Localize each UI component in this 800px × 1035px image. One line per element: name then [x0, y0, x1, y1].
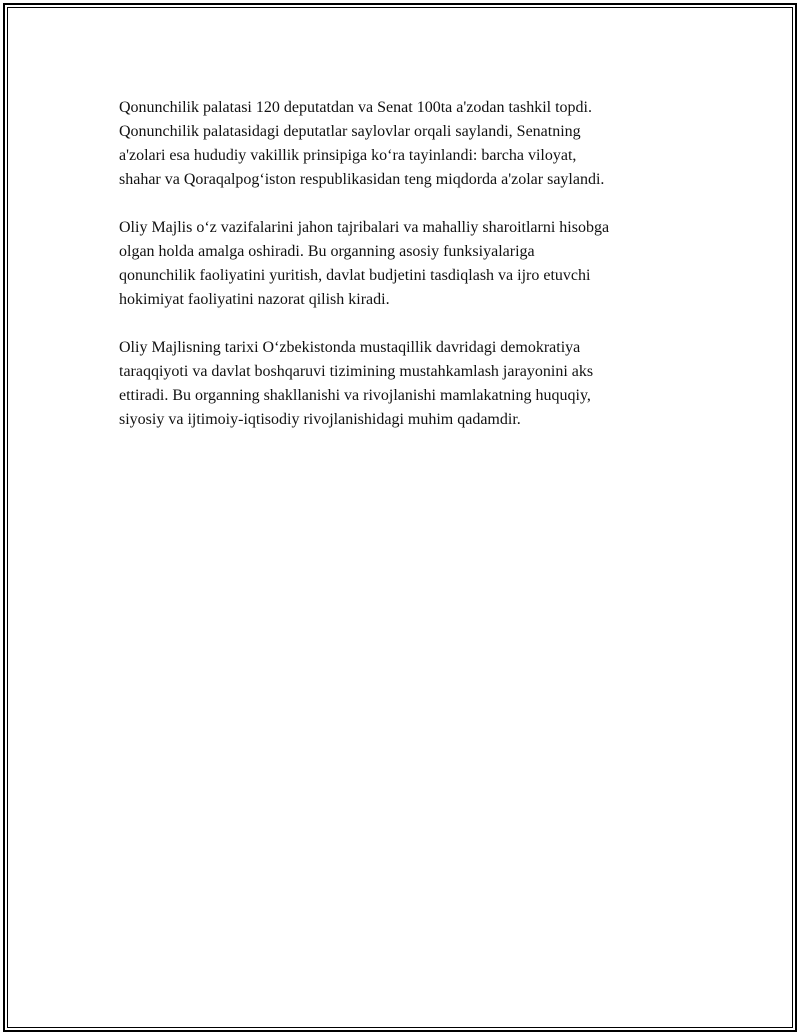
- page-frame: [3, 3, 797, 1032]
- text-line: hokimiyat faoliyatini nazorat qilish kiradi.: [119, 291, 390, 308]
- text-line: shahar va Qoraqalpogʻiston respublikasidan teng miqdorda a'zolar saylandi.: [119, 171, 605, 188]
- paragraph-1: [119, 96, 699, 192]
- text-line: Oliy Majlis oʻz vazifalarini jahon tajribalari va mahalliy sharoitlarni hisobga: [119, 219, 610, 236]
- text-line: taraqqiyoti va davlat boshqaruvi tizimining mustahkamlash jarayonini aks: [119, 363, 594, 380]
- text-line: siyosiy va ijtimoiy-iqtisodiy rivojlanishidagi muhim qadamdir.: [119, 411, 521, 428]
- text-line: a'zolari esa hududiy vakillik prinsipiga koʻra tayinlandi: barcha viloyat,: [119, 147, 577, 164]
- text-line: Qonunchilik palatasidagi deputatlar saylovlar orqali saylandi, Senatning: [119, 123, 581, 140]
- text-line: qonunchilik faoliyatini yuritish, davlat budjetini tasdiqlash va ijro etuvchi: [119, 267, 591, 284]
- text-line: Oliy Majlisning tarixi Oʻzbekistonda mustaqillik davridagi demokratiya: [119, 339, 581, 356]
- text-line: Qonunchilik palatasi 120 deputatdan va Senat 100ta a'zodan tashkil topdi.: [119, 99, 592, 116]
- document-body: [119, 96, 699, 456]
- text-line: ettiradi. Bu organning shakllanishi va rivojlanishi mamlakatning huquqiy,: [119, 387, 591, 404]
- text-line: olgan holda amalga oshiradi. Bu organning asosiy funksiyalariga: [119, 243, 535, 260]
- paragraph-2: [119, 216, 699, 312]
- paragraph-3: [119, 336, 699, 432]
